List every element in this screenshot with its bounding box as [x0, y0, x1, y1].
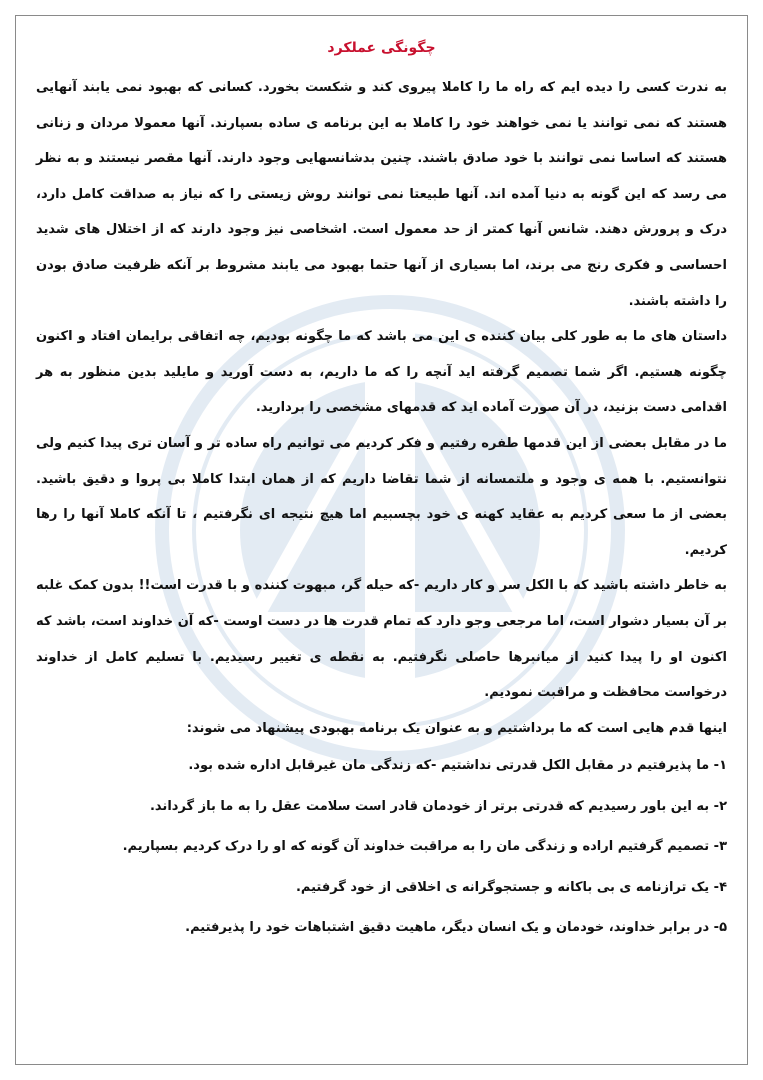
step-item-4: ۴- یک ترازنامه ی بی باکانه و جستجوگرانه ی اخلاقی از خود گرفتیم.: [295, 879, 727, 895]
paragraph-2: داستان های ما به طور کلی بیان کننده ی این می باشد که ما چگونه بودیم، چه اتفاقی برایمان افتاد و اکنون چگونه هستیم. اگر شما تصمیم گرفته اید آنچه را که ما داریم، به دست آورید و مایلید بدین منظور به هر اقدامی دست بزنید، در آن صورت آماده اید که قدمهای مشخصی را بردارید.: [36, 329, 727, 416]
paragraph-4: به خاطر داشته باشید که با الکل سر و کار داریم -که حیله گر، مبهوت کننده و با قدرت است!! بدون کمک غلبه بر آن بسیار دشوار است، اما مرجعی وجو دارد که تمام قدرت ها در دست اوست -که آن خداوند است، باشد که اکنون او را پیدا کنید از میانبرها حاصلی نگرفتیم. به نقطه ی تغییر رسیدیم. با تسلیم کامل از خداوند درخواست محافظت و مراقبت نمودیم.: [36, 578, 727, 701]
step-item-3: ۳- تصمیم گرفتیم اراده و زندگی مان را به مراقبت خداوند آن گونه که او را درک کردیم بسپاریم.: [122, 839, 727, 855]
step-item-5: ۵- در برابر خداوند، خودمان و یک انسان دیگر، ماهیت دقیق اشتباهات خود را پذیرفتیم.: [185, 920, 727, 936]
step-item-1: ۱- ما پذیرفتیم در مقابل الکل قدرتی نداشتیم -که زندگی مان غیرقابل اداره شده بود.: [188, 758, 727, 774]
document-body: [36, 38, 727, 949]
page-title: چگونگی عملکرد: [327, 40, 436, 56]
paragraph-3: ما در مقابل بعضی از این قدمها طفره رفتیم و فکر کردیم می توانیم راه ساده تر و آسان تری پیدا کنیم ولی نتوانستیم. با همه ی وجود و ملتمسانه از شما تقاضا داریم که از همان ابتدا کاملا بی پروا و دقیق باشید. بعضی از ما سعی کردیم به عقاید کهنه ی خود بچسبیم اما هیچ نتیجه ای نگرفتیم ، تا آنکه کاملا آنها را رها کردیم.: [36, 435, 727, 558]
paragraph-1: به ندرت کسی را دیده ایم که راه ما را کاملا پیروی کند و شکست بخورد. کسانی که بهبود نمی یابند آنهایی هستند که نمی توانند یا نمی خواهند خود را کاملا به این برنامه ی ساده بسپارند. آنها معمولا مردان و زنانی هستند که اساسا نمی توانند با خود صادق باشند. چنین بدشانسهایی وجود دارند. آنها مقصر نیستند و به نظر می رسد که این گونه به دنیا آمده اند. آنها طبیعتا نمی توانند روش زیستی را که نیاز به صداقت کامل دارد، درک و پرورش دهند. شانس آنها کمتر از حد معمول است. اشخاصی نیز وجود دارند که از اختلال های شدید احساسی و فکری رنج می برند، اما بسیاری از آنها حتما بهبود می یابند مشروط بر آنکه ظرفیت صادق بودن را داشته باشند.: [36, 80, 727, 309]
step-item-2: ۲- به این باور رسیدیم که قدرتی برتر از خودمان قادر است سلامت عقل را به ما باز گرداند.: [149, 798, 727, 814]
steps-intro: اینها قدم هایی است که ما برداشتیم و به عنوان یک برنامه بهبودی پیشنهاد می شوند:: [186, 720, 727, 736]
